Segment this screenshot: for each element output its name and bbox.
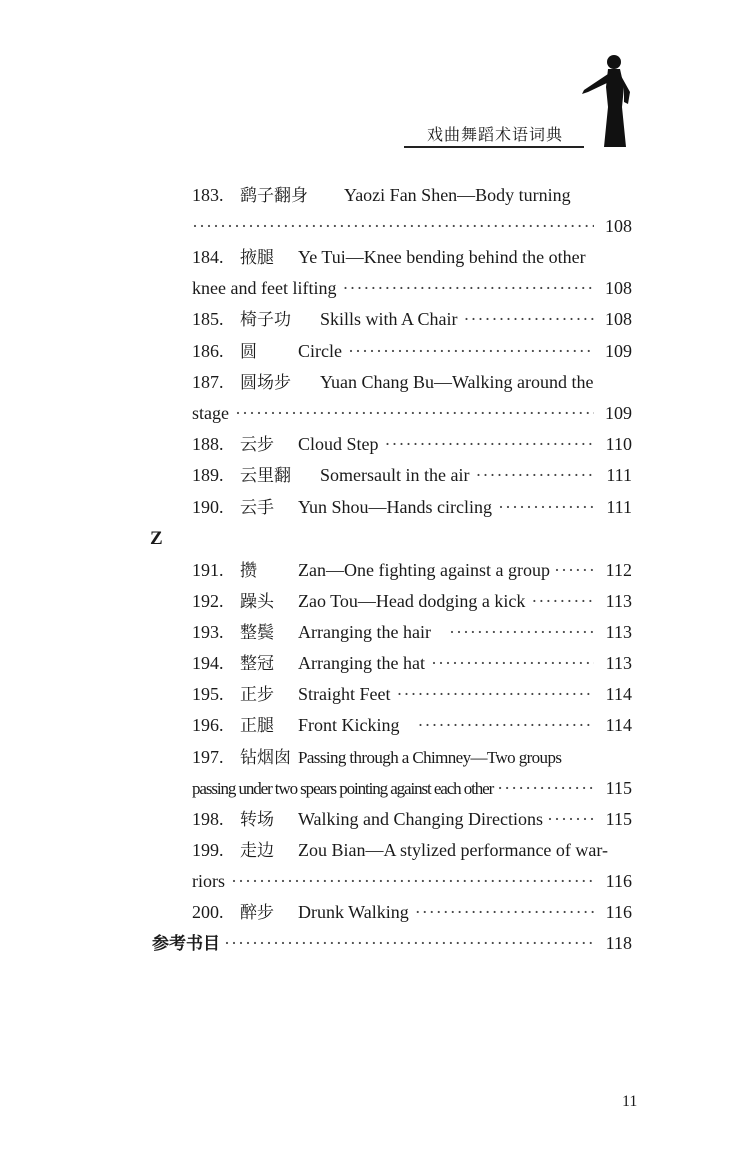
entry-number: 191. (192, 560, 224, 580)
leader-dots (554, 558, 596, 582)
entry-english: Passing through a Chimney—Two groups (298, 748, 562, 767)
entry-english: Zou Bian—A stylized performance of war- (298, 840, 609, 860)
entry-number: 186. (192, 341, 224, 361)
entry-english-cont: stage (192, 403, 229, 423)
entry-page: 116 (605, 902, 632, 922)
page-number: 11 (622, 1093, 638, 1110)
toc-entry-195 (192, 682, 632, 707)
entry-number: 192. (192, 591, 224, 611)
entry-page: 111 (606, 465, 632, 485)
toc-entry-185 (192, 307, 632, 332)
entry-english: Somersault in the air (320, 465, 470, 485)
entry-english: Straight Feet (298, 684, 391, 704)
toc-entry-190 (192, 495, 632, 520)
entry-english-cont: passing under two spears pointing against each other (192, 779, 494, 798)
toc-entry-197-cont (192, 776, 632, 801)
toc-entry-184-cont (192, 276, 632, 300)
entry-number: 187. (192, 372, 224, 392)
entry-number: 183. (192, 185, 224, 205)
entry-english: Arranging the hair (298, 622, 431, 642)
toc-entry-183 (192, 183, 604, 208)
leader-dots (385, 432, 594, 456)
toc-entry-199-cont (192, 869, 632, 893)
section-letter-z: Z (150, 528, 163, 549)
entry-chinese: 整鬓 (240, 623, 274, 643)
entry-number: 200. (192, 902, 224, 922)
entry-number: 188. (192, 434, 224, 454)
leader-dots (418, 713, 595, 737)
entry-chinese: 圆场步 (240, 373, 291, 393)
toc-entry-183-page-line (192, 214, 632, 238)
entry-page: 113 (605, 591, 632, 611)
entry-page: 114 (605, 684, 632, 704)
entry-chinese: 鹞子翻身 (240, 186, 308, 206)
leader-dots (231, 869, 594, 893)
entry-number: 197. (192, 747, 224, 767)
toc-entry-187 (192, 370, 632, 395)
entry-english: Cloud Step (298, 434, 379, 454)
entry-page: 118 (605, 933, 632, 953)
entry-page: 108 (605, 278, 632, 298)
entry-page: 113 (605, 653, 632, 673)
entry-english: Zan—One fighting against a group (298, 560, 550, 580)
entry-chinese: 走边 (240, 841, 274, 861)
entry-page: 108 (605, 309, 632, 329)
leader-dots (498, 495, 594, 519)
entry-number: 185. (192, 309, 224, 329)
toc-entry-198 (192, 807, 632, 832)
toc-entry-200 (192, 900, 632, 925)
entry-chinese: 掖腿 (240, 248, 274, 268)
entry-page: 111 (606, 497, 632, 517)
entry-page: 109 (605, 341, 632, 361)
entry-number: 198. (192, 809, 224, 829)
entry-english-cont: knee and feet lifting (192, 278, 337, 298)
toc-entry-188 (192, 432, 632, 457)
leader-dots (475, 463, 594, 487)
entry-english: Skills with A Chair (320, 309, 458, 329)
header-rule (404, 146, 584, 148)
entry-page: 114 (605, 715, 632, 735)
leader-dots (397, 682, 595, 706)
entry-page: 115 (605, 809, 632, 829)
entry-chinese: 椅子功 (240, 310, 291, 330)
entry-number: 193. (192, 622, 224, 642)
header-title: 戏曲舞蹈术语词典 (426, 127, 563, 144)
toc-entry-199 (192, 838, 632, 863)
entry-page: 110 (605, 434, 632, 454)
leader-dots (415, 900, 594, 924)
toc-entry-187-cont (192, 401, 632, 425)
toc-entry-references (152, 931, 632, 956)
entry-chinese: 躁头 (240, 592, 274, 612)
entry-chinese: 钻烟囱 (240, 748, 291, 768)
leader-dots (235, 401, 594, 425)
toc-entry-184 (192, 245, 632, 270)
toc-entry-194 (192, 651, 632, 676)
entry-english: Yuan Chang Bu—Walking around the (320, 372, 594, 392)
entry-chinese: 正腿 (240, 716, 274, 736)
leader-dots (464, 307, 594, 331)
entry-number: 196. (192, 715, 224, 735)
entry-english: Circle (298, 341, 342, 361)
entry-english: Yaozi Fan Shen—Body turning (344, 185, 571, 205)
entry-english: Walking and Changing Directions (298, 809, 544, 829)
entry-number: 199. (192, 840, 224, 860)
toc-entry-191 (192, 558, 632, 583)
dancer-figure-icon (578, 52, 638, 152)
entry-page: 115 (605, 778, 632, 798)
leader-dots (431, 651, 594, 675)
entry-english: Arranging the hat (298, 653, 425, 673)
entry-chinese: 转场 (240, 810, 274, 830)
entry-chinese: 云步 (240, 435, 274, 455)
entry-number: 194. (192, 653, 224, 673)
leader-dots (497, 776, 596, 800)
toc-entry-196 (192, 713, 632, 738)
entry-number: 190. (192, 497, 224, 517)
entry-chinese: 云手 (240, 498, 274, 518)
toc-entry-193 (192, 620, 632, 645)
leader-dots (224, 931, 596, 955)
leader-dots (547, 807, 596, 831)
leader-dots (348, 339, 594, 363)
toc-entry-186 (192, 339, 632, 364)
leader-dots (342, 276, 594, 300)
entry-number: 195. (192, 684, 224, 704)
entry-page: 113 (605, 622, 632, 642)
toc-entry-197 (192, 745, 632, 770)
entry-number: 184. (192, 247, 224, 267)
toc-entry-189 (192, 463, 632, 488)
entry-page: 109 (605, 403, 632, 423)
references-label: 参考书目 (152, 934, 220, 954)
entry-chinese: 整冠 (240, 654, 274, 674)
entry-page: 116 (605, 871, 632, 891)
leader-dots (449, 620, 594, 644)
entry-english-cont: riors (192, 871, 225, 891)
entry-chinese: 云里翻 (240, 466, 291, 486)
entry-chinese: 攒 (240, 561, 257, 581)
entry-chinese: 正步 (240, 685, 274, 705)
entry-page: 112 (605, 560, 632, 580)
entry-english: Zao Tou—Head dodging a kick (298, 591, 526, 611)
entry-english: Front Kicking (298, 715, 400, 735)
entry-chinese: 圆 (240, 342, 257, 362)
entry-page: 108 (605, 216, 632, 236)
leader-dots (192, 214, 594, 238)
leader-dots (531, 589, 594, 613)
entry-chinese: 醉步 (240, 903, 274, 923)
entry-english: Drunk Walking (298, 902, 409, 922)
toc-entry-192 (192, 589, 632, 614)
entry-english: Yun Shou—Hands circling (298, 497, 492, 517)
entry-english: Ye Tui—Knee bending behind the other (298, 247, 586, 267)
entry-number: 189. (192, 465, 224, 485)
